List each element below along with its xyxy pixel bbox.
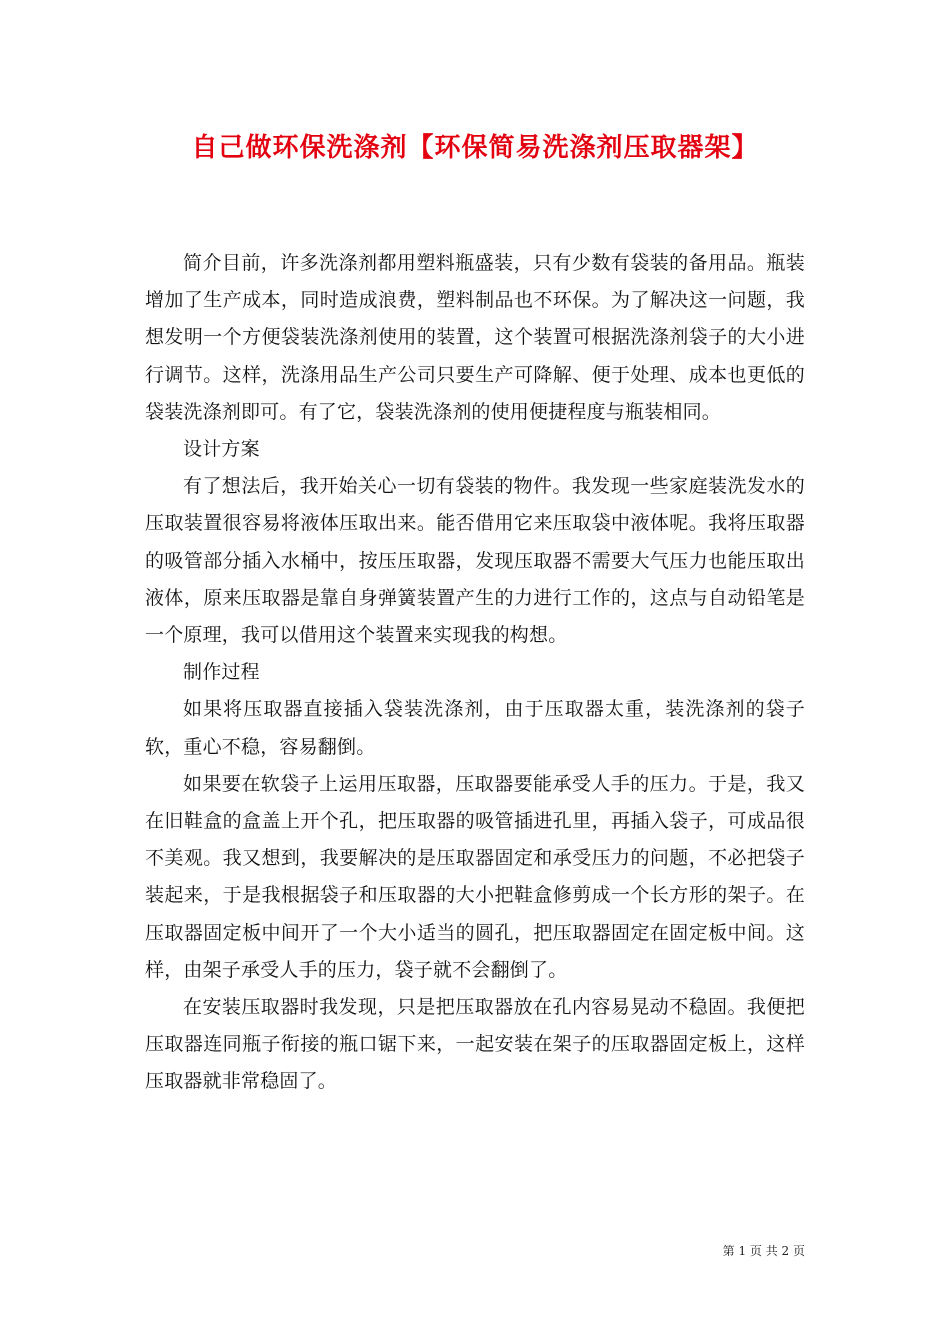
page-number-footer: 第 1 页 共 2 页: [722, 1244, 805, 1258]
section-heading-process: 制作过程: [183, 661, 260, 684]
paragraph-design: 有了想法后，我开始关心一切有袋装的物件。我发现一些家庭装洗发水的压取装置很容易将液体压取出来。能否借用它来压取袋中液体呢。我将压取器的吸管部分插入水桶中，按压压取器，发现压取器不需要大气压力也能压取出液体，原来压取器是靠自身弹簧装置产生的力进行工作的，这点与自动铅笔是一个原理，我可以借用这个装置来实现我的构想。: [145, 475, 805, 647]
paragraph-process-3: 在安装压取器时我发现，只是把压取器放在孔内容易晃动不稳固。我便把压取器连同瓶子衔接的瓶口锯下来，一起安装在架子的压取器固定板上，这样压取器就非常稳固了。: [145, 996, 805, 1093]
section-heading-design: 设计方案: [183, 438, 260, 461]
paragraph-process-1: 如果将压取器直接插入袋装洗涤剂，由于压取器太重，装洗涤剂的袋子软，重心不稳，容易翻倒。: [145, 698, 805, 758]
paragraph-intro: 简介目前，许多洗涤剂都用塑料瓶盛装，只有少数有袋装的备用品。瓶装增加了生产成本，同时造成浪费，塑料制品也不环保。为了解决这一问题，我想发明一个方便袋装洗涤剂使用的装置，这个装置可根据洗涤剂袋子的大小进行调节。这样，洗涤用品生产公司只要生产可降解、便于处理、成本也更低的袋装洗涤剂即可。有了它，袋装洗涤剂的使用便捷程度与瓶装相同。: [145, 252, 805, 423]
document-body: [145, 245, 805, 1101]
paragraph-process-2: 如果要在软袋子上运用压取器，压取器要能承受人手的压力。于是，我又在旧鞋盒的盒盖上开个孔，把压取器的吸管插进孔里，再插入袋子，可成品很不美观。我又想到，我要解决的是压取器固定和承受压力的问题，不必把袋子装起来，于是我根据袋子和压取器的大小把鞋盒修剪成一个长方形的架子。在压取器固定板中间开了一个大小适当的圆孔，把压取器固定在固定板中间。这样，由架子承受人手的压力，袋子就不会翻倒了。: [145, 772, 805, 981]
document-title: 自己做环保洗涤剂【环保简易洗涤剂压取器架】: [191, 133, 759, 163]
